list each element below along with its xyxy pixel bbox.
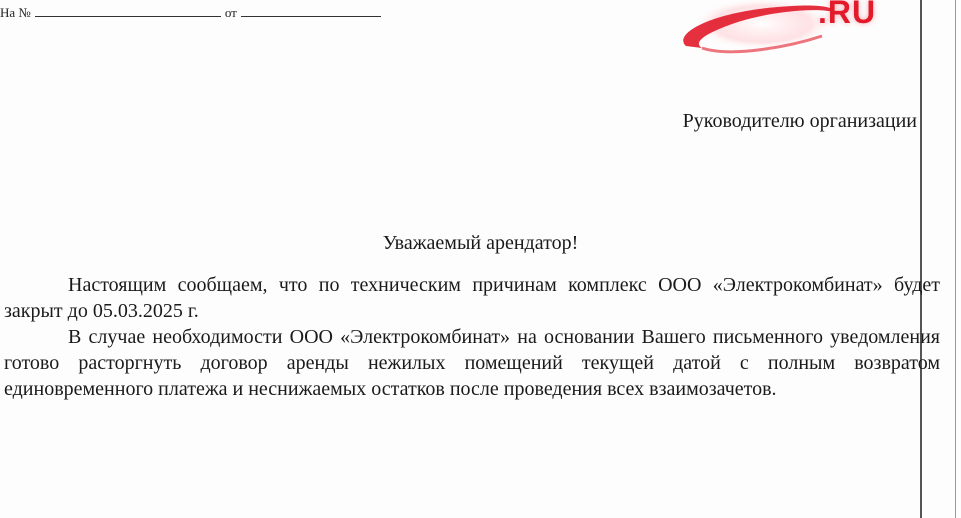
body-paragraph-1: Настоящим сообщаем, что по техническим причинам комплекс ООО «Электрокомбинат» будет закрыт до 05.03.2025 г.	[4, 274, 940, 322]
letter-body	[4, 272, 940, 402]
watermark-logo	[672, 0, 912, 66]
salutation: Уважаемый арендатор!	[382, 232, 579, 254]
logo-text: .RU	[818, 0, 877, 30]
reference-line	[0, 4, 381, 21]
ref-date-label: от	[224, 5, 237, 20]
body-paragraph-2: В случае необходимости ООО «Электрокомбинат» на основании Вашего письменного уведомления готово расторгнуть договор аренды нежилых помещений текущей датой с полным возвратом единовременного платежа и неснижаемых остатков после проведения всех взаимозачетов.	[4, 326, 940, 400]
ref-number-blank	[35, 4, 221, 17]
ref-number-label: На №	[0, 5, 31, 20]
page-edge-line-outer	[955, 0, 956, 518]
page-edge-line	[920, 0, 922, 518]
ref-date-blank	[241, 4, 381, 17]
addressee: Руководителю организации	[682, 110, 917, 132]
